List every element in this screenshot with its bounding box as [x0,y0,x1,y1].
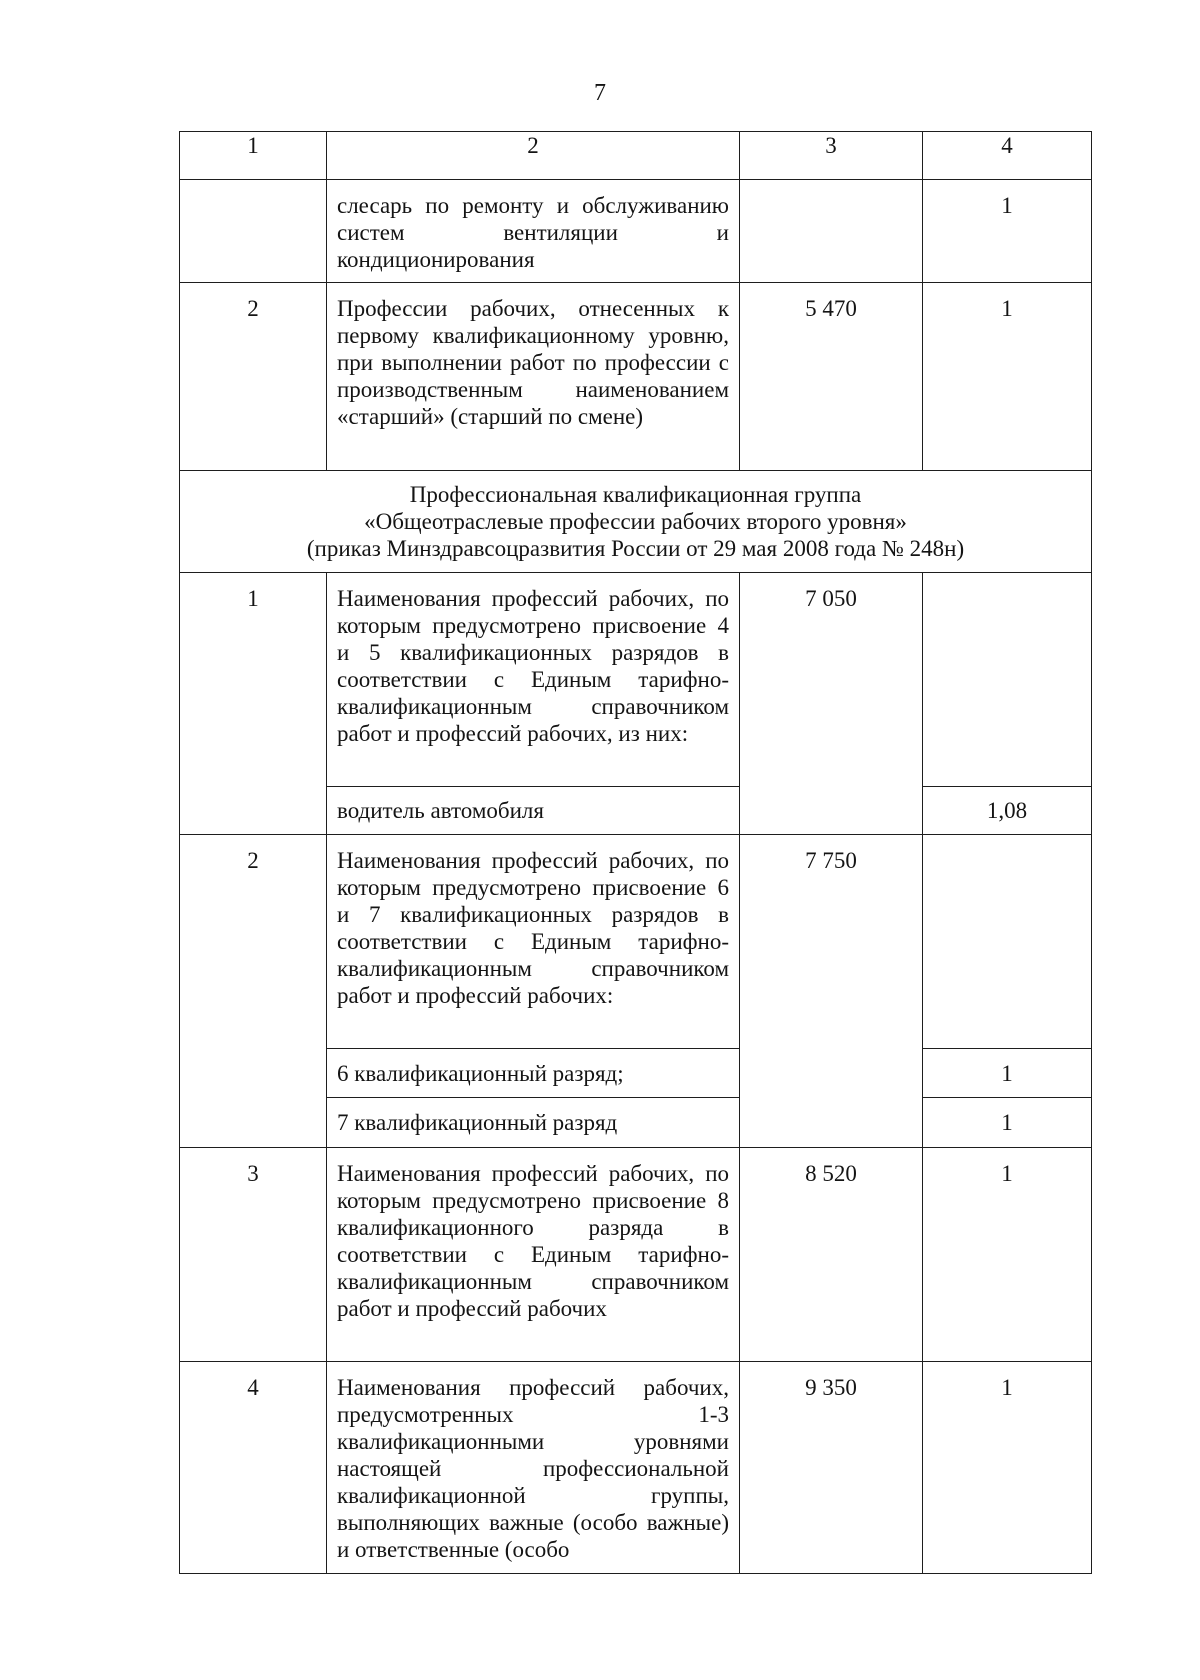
coefficient-cell: 1 [923,1049,1092,1098]
row-number-cell: 1 [180,573,327,835]
table-row [180,1362,1092,1574]
table-row [180,283,1092,471]
group-heading-line: «Общеотраслевые профессии рабочих второго уровня» [364,509,907,534]
coefficient-cell: 1 [923,1098,1092,1148]
table-row [180,180,1092,283]
row-number-cell: 2 [180,283,327,471]
salary-cell: 7 750 [740,835,923,1148]
salary-cell: 5 470 [740,283,923,471]
profession-name-cell: Наименования профессий рабочих, по которым предусмотрено присвоение 8 квалификационного разряда в соответствии с Единым тарифно-квалификационным справочником работ и профессий рабочих [327,1148,740,1362]
coefficient-cell [923,835,1092,1049]
page-number: 7 [594,80,606,106]
table-row [180,573,1092,787]
salary-cell: 8 520 [740,1148,923,1362]
header-col-3: 3 [740,132,923,180]
profession-name-cell: 7 квалификационный разряд [327,1098,740,1148]
salary-cell: 9 350 [740,1362,923,1574]
coefficient-cell: 1 [923,1148,1092,1362]
header-col-1: 1 [180,132,327,180]
header-col-4: 4 [923,132,1092,180]
salary-cell [740,180,923,283]
coefficient-cell: 1,08 [923,787,1092,835]
table-header-row [180,132,1092,180]
group-heading-line: (приказ Минздравсоцразвития России от 29 мая 2008 года № 248н) [306,536,965,561]
profession-name-cell: Наименования профессий рабочих, по которым предусмотрено присвоение 6 и 7 квалификационных разрядов в соответствии с Единым тарифно-квалификационным справочником работ и профессий рабочих: [327,835,740,1049]
profession-name-cell: слесарь по ремонту и обслуживанию систем вентиляции и кондиционирования [327,180,740,283]
coefficient-cell [923,573,1092,787]
table-row [180,1148,1092,1362]
profession-name-cell: Наименования профессий рабочих, по которым предусмотрено присвоение 4 и 5 квалификационных разрядов в соответствии с Единым тарифно-квалификационным справочником работ и профессий рабочих, из них: [327,573,740,787]
salary-cell: 7 050 [740,573,923,835]
group-heading-row [180,471,1092,573]
salary-table [179,131,1092,1574]
coefficient-cell: 1 [923,1362,1092,1574]
row-number-cell [180,180,327,283]
profession-name-cell: Наименования профессий рабочих, предусмотренных 1-3 квалификационными уровнями настоящей профессиональной квалификационной группы, выполняющих важные (особо важные) и ответственные (особо [327,1362,740,1574]
group-heading [180,471,1092,573]
header-col-2: 2 [327,132,740,180]
coefficient-cell: 1 [923,283,1092,471]
profession-name-cell: Профессии рабочих, отнесенных к первому квалификационному уровню, при выполнении работ по профессии с производственным наименованием «старший» (старший по смене) [327,283,740,471]
coefficient-cell: 1 [923,180,1092,283]
group-heading-line: Профессиональная квалификационная группа [409,482,862,507]
row-number-cell: 3 [180,1148,327,1362]
table-row [180,835,1092,1049]
profession-name-cell: водитель автомобиля [327,787,740,835]
row-number-cell: 4 [180,1362,327,1574]
row-number-cell: 2 [180,835,327,1148]
profession-name-cell: 6 квалификационный разряд; [327,1049,740,1098]
